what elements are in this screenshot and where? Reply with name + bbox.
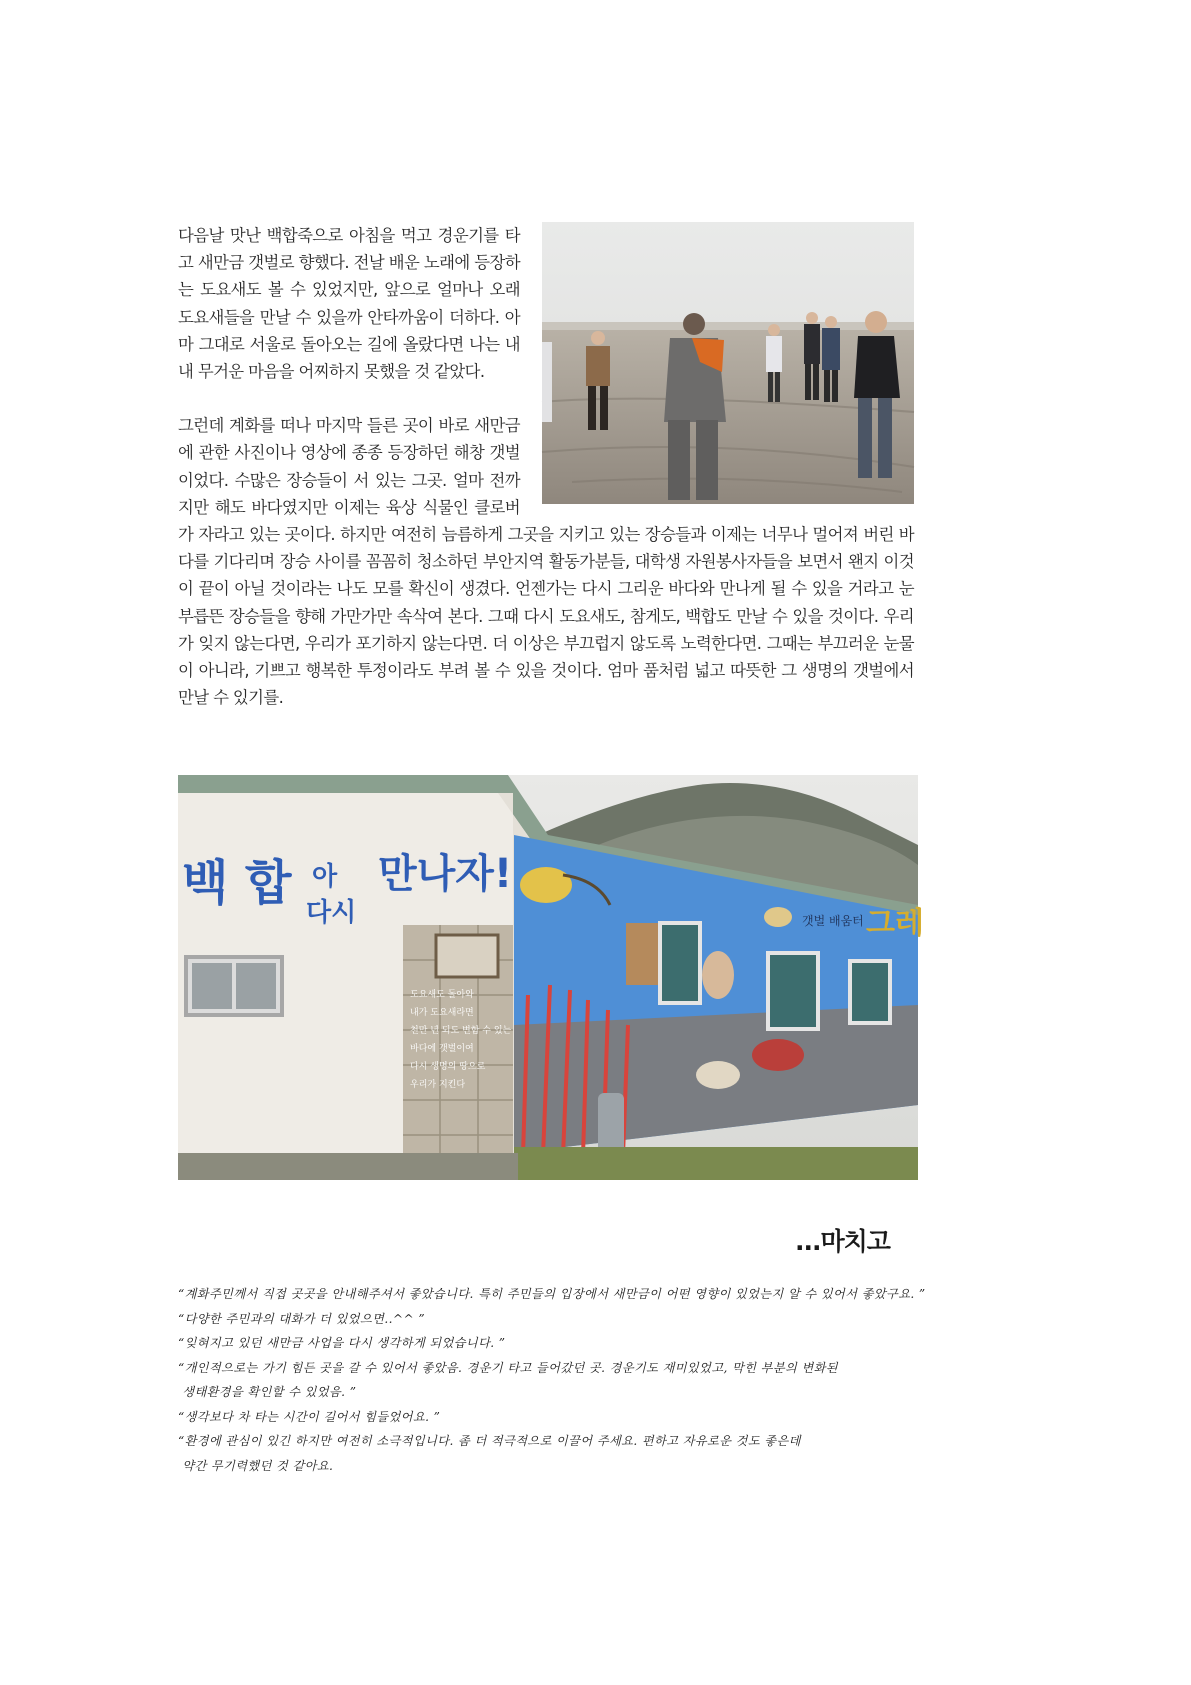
participant-comments (178, 1282, 938, 1478)
wall-poem-line: 천만 년 되도 변함 수 있는 (410, 1026, 512, 1036)
paragraph-1: 다음날 맛난 백합죽으로 아침을 먹고 경운기를 타고 새만금 갯벌로 향했다. 전날 배운 노래에 등장하는 도요새도 볼 수 있었지만, 앞으로 얼마나 오래 도요새들을 만날 수 있을까 안타까움이 더하다. 아마 그대로 서울로 돌아오는 길에 올랐다면 나는 내내 무거운 마음을 어찌하지 못했을 것 같았다. (178, 226, 520, 382)
mural-text-dasi: 다시 (306, 898, 357, 928)
article-body (178, 222, 914, 711)
wall-poem-line: 다시 생명의 땅으로 (410, 1062, 486, 1072)
wall-poem-line: 내가 도요새라면 (410, 1008, 474, 1018)
comment-item: “환경에 관심이 있긴 하지만 여전히 소극적입니다. 좀 더 적극적으로 이끌어 주세요. 편하고 자유로운 것도 좋은데 약간 무기력했던 것 같아요. (178, 1434, 801, 1473)
mural-building-photo (178, 775, 924, 1180)
comment-item: “생각보다 차 타는 시간이 길어서 힘들었어요. ” (178, 1409, 441, 1424)
mural-photo-illustration (178, 775, 924, 1180)
mural-sign-small: 갯벌 배움터 (802, 914, 864, 928)
comment-item: “계화주민께서 직접 곳곳을 안내해주셔서 좋았습니다. 특히 주민들의 입장에서 새만금이 어떤 영향이 있었는지 알 수 있어서 좋았구요. ” (178, 1287, 926, 1301)
comment-item: “잊혀지고 있던 새만금 사업을 다시 생각하게 되었습니다. ” (178, 1336, 506, 1350)
wall-poem-line: 도요새도 돌아와 (410, 990, 474, 1000)
wall-poem-line: 바다에 갯벌이여 (410, 1044, 474, 1054)
mural-text-baekhap: 백 합 (182, 855, 292, 911)
mural-text-mannaja: 만나자! (378, 851, 513, 897)
wall-poem-line: 우리가 지킨다 (410, 1080, 466, 1090)
comment-item: “개인적으로는 가기 힘든 곳을 갈 수 있어서 좋았음. 경운기 타고 들어갔던 곳. 경운기도 재미있었고, 막힌 부분의 변화된 생태환경을 확인할 수 있었음. ” (178, 1360, 838, 1399)
mudflat-group-photo (542, 222, 914, 504)
mural-text-a: 아 (312, 862, 338, 892)
paragraph-2: 그런데 계화를 떠나 마지막 들른 곳이 바로 새만금에 관한 사진이나 영상에 종종 등장하던 해창 갯벌이었다. 수많은 장승들이 서 있는 그곳. 얼마 전까지만 해도 바다였지만 이제는 육상 식물인 클로버가 자라고 있는 곳이다. 하지만 여전히 늠름하게 그곳을 지키고 있는 장승들과 이제는 너무나 멀어져 버린 바다를 기다리며 장승 사이를 꼼꼼히 청소하던 부안지역 활동가분들, 대학생 자원봉사자들을 보면서 왠지 이것이 끝이 아닐 것이라는 나도 모를 확신이 생겼다. 언젠가는 다시 그리운 바다와 만나게 될 수 있을 거라고 눈 부릅뜬 장승들을 향해 가만가만 속삭여 본다. 그때 다시 도요새도, 참게도, 백합도 만날 수 있을 것이다. 우리가 잊지 않는다면, 우리가 포기하지 않는다면. 더 이상은 부끄럽지 않도록 노력한다면. 그때는 부끄러운 눈물이 아니라, 기쁘고 행복한 투정이라도 부려 볼 수 있을 것이다. 엄마 품처럼 넓고 따뜻한 그 생명의 갯벌에서 만날 수 있기를. (178, 416, 914, 708)
section-title: ...마치고 (795, 1227, 890, 1256)
comment-item: “다양한 주민과의 대화가 더 있었으면..^^ ” (178, 1311, 425, 1326)
mudflat-photo-illustration (542, 222, 914, 504)
mural-sign-big: 그레 (866, 906, 924, 941)
